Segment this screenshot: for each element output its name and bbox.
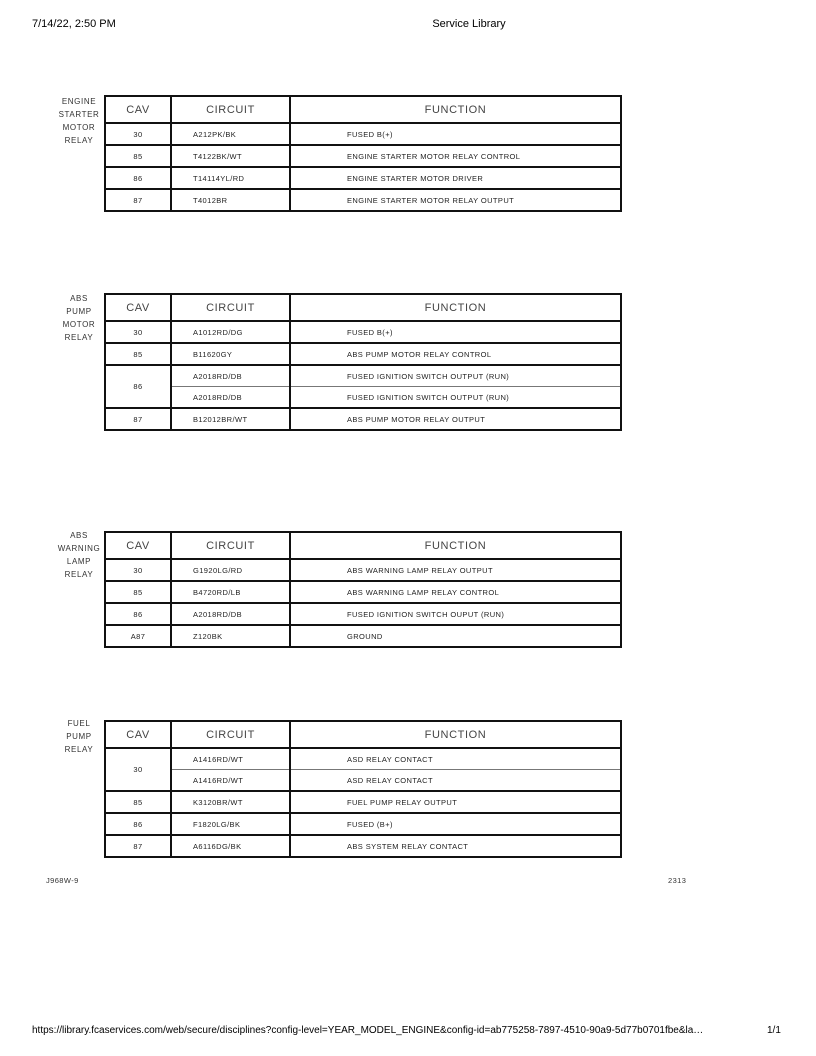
cav-cell: 86 (105, 813, 171, 835)
function-cell: ABS PUMP MOTOR RELAY CONTROL (290, 343, 621, 365)
function-cell: FUEL PUMP RELAY OUTPUT (290, 791, 621, 813)
function-cell: ABS WARNING LAMP RELAY CONTROL (290, 581, 621, 603)
column-header-function: FUNCTION (290, 721, 621, 748)
figure-number: 2313 (668, 876, 687, 885)
figure-id: J968W-9 (46, 876, 79, 885)
function-cell: FUSED IGNITION SWITCH OUTPUT (RUN) (290, 387, 621, 409)
function-cell: ABS PUMP MOTOR RELAY OUTPUT (290, 408, 621, 430)
column-header-function: FUNCTION (290, 294, 621, 321)
circuit-cell: B11620GY (171, 343, 290, 365)
relay-label: FUEL PUMP RELAY (64, 719, 94, 754)
column-header-circuit: CIRCUIT (171, 532, 290, 559)
table-row (105, 791, 621, 813)
function-cell: GROUND (290, 625, 621, 647)
relay-label: ABS WARNING LAMP RELAY (57, 531, 101, 579)
circuit-cell: F1820LG/BK (171, 813, 290, 835)
column-header-cav: CAV (105, 721, 171, 748)
circuit-cell: Z120BK (171, 625, 290, 647)
table-row (105, 189, 621, 211)
column-header-cav: CAV (105, 96, 171, 123)
circuit-cell: T14114YL/RD (171, 167, 290, 189)
circuit-cell: A2018RD/DB (171, 603, 290, 625)
print-datetime: 7/14/22, 2:50 PM (32, 18, 116, 30)
connector-table (104, 95, 622, 212)
table-row (105, 365, 621, 387)
table-row (105, 321, 621, 343)
table-row (105, 603, 621, 625)
circuit-cell: A1012RD/DG (171, 321, 290, 343)
circuit-cell: A1416RD/WT (171, 748, 290, 770)
circuit-cell: A2018RD/DB (171, 365, 290, 387)
table-row (105, 625, 621, 647)
cav-cell: 86 (105, 365, 171, 408)
function-cell: ENGINE STARTER MOTOR RELAY CONTROL (290, 145, 621, 167)
cav-cell: A87 (105, 625, 171, 647)
table-row (105, 835, 621, 857)
circuit-cell: B12012BR/WT (171, 408, 290, 430)
function-cell: ASD RELAY CONTACT (290, 770, 621, 792)
cav-cell: 30 (105, 559, 171, 581)
cav-cell: 85 (105, 343, 171, 365)
circuit-cell: A1416RD/WT (171, 770, 290, 792)
function-cell: ABS WARNING LAMP RELAY OUTPUT (290, 559, 621, 581)
connector-table (104, 720, 622, 858)
function-cell: FUSED B(+) (290, 123, 621, 145)
circuit-cell: B4720RD/LB (171, 581, 290, 603)
table-row (105, 145, 621, 167)
function-cell: ENGINE STARTER MOTOR RELAY OUTPUT (290, 189, 621, 211)
column-header-circuit: CIRCUIT (171, 721, 290, 748)
column-header-function: FUNCTION (290, 532, 621, 559)
circuit-cell: A2018RD/DB (171, 387, 290, 409)
cav-cell: 85 (105, 791, 171, 813)
function-cell: FUSED B(+) (290, 321, 621, 343)
column-header-cav: CAV (105, 294, 171, 321)
table-row (105, 748, 621, 770)
page-number: 1/1 (767, 1025, 781, 1036)
table-row (105, 167, 621, 189)
table-row (105, 387, 621, 409)
function-cell: FUSED (B+) (290, 813, 621, 835)
cav-cell: 87 (105, 189, 171, 211)
circuit-cell: G1920LG/RD (171, 559, 290, 581)
cav-cell: 30 (105, 748, 171, 791)
table-header-row (105, 721, 621, 748)
function-cell: FUSED IGNITION SWITCH OUTPUT (RUN) (290, 365, 621, 387)
circuit-cell: T4122BK/WT (171, 145, 290, 167)
function-cell: ASD RELAY CONTACT (290, 748, 621, 770)
page-url[interactable]: https://library.fcaservices.com/web/secure/disciplines?config-level=YEAR_MODEL_ENGINE&config-id=ab775258-7897-4510-90a9-5d77b0701fbe&la… (32, 1025, 704, 1036)
cav-cell: 85 (105, 145, 171, 167)
table-row (105, 559, 621, 581)
circuit-cell: T4012BR (171, 189, 290, 211)
table-header-row (105, 294, 621, 321)
table-row (105, 123, 621, 145)
cav-cell: 85 (105, 581, 171, 603)
cav-cell: 30 (105, 321, 171, 343)
table-row (105, 770, 621, 792)
cav-cell: 86 (105, 167, 171, 189)
circuit-cell: K3120BR/WT (171, 791, 290, 813)
circuit-cell: A6116DG/BK (171, 835, 290, 857)
relay-label: ABS PUMP MOTOR RELAY (62, 294, 96, 342)
column-header-cav: CAV (105, 532, 171, 559)
cav-cell: 86 (105, 603, 171, 625)
column-header-circuit: CIRCUIT (171, 294, 290, 321)
function-cell: ABS SYSTEM RELAY CONTACT (290, 835, 621, 857)
table-row (105, 581, 621, 603)
table-header-row (105, 96, 621, 123)
page-title: Service Library (432, 18, 506, 30)
column-header-function: FUNCTION (290, 96, 621, 123)
table-header-row (105, 532, 621, 559)
relay-label: ENGINE STARTER MOTOR RELAY (58, 97, 100, 145)
table-row (105, 408, 621, 430)
table-row (105, 813, 621, 835)
function-cell: FUSED IGNITION SWITCH OUPUT (RUN) (290, 603, 621, 625)
column-header-circuit: CIRCUIT (171, 96, 290, 123)
cav-cell: 87 (105, 408, 171, 430)
cav-cell: 87 (105, 835, 171, 857)
connector-table (104, 531, 622, 648)
table-row (105, 343, 621, 365)
function-cell: ENGINE STARTER MOTOR DRIVER (290, 167, 621, 189)
connector-table (104, 293, 622, 431)
circuit-cell: A212PK/BK (171, 123, 290, 145)
cav-cell: 30 (105, 123, 171, 145)
